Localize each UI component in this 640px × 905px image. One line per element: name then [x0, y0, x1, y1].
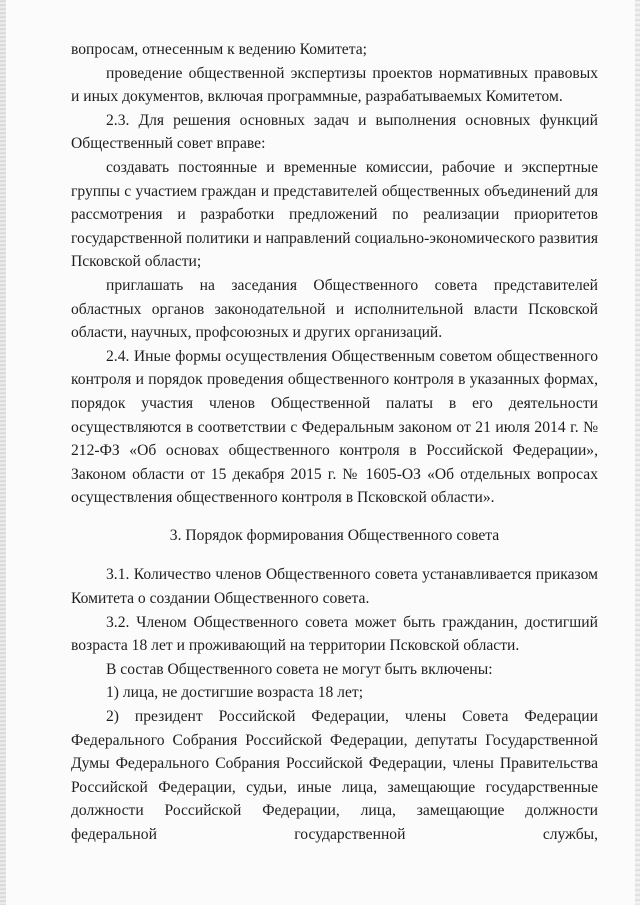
paragraph: 3.2. Членом Общественного совета может быть гражданин, достигший возраста 18 лет и проживающий на территории Псковской области. [71, 613, 598, 655]
list-item: 2) президент Российской Федерации, члены Совета Федерации Федерального Собрания Российской Федерации, депутаты Государственной Думы Федерального Собрания Российской Федерации, члены Правительства Российской Федерации, судьи, иные лица, замещающие государственные должности Российской Федерации, лица, замещающие должности федеральной государственной службы, [71, 708, 598, 843]
paragraph: 2.3. Для решения основных задач и выполнения основных функций Общественный совет вправе: [71, 111, 598, 153]
paragraph: приглашать на заседания Общественного совета представителей областных органов законодательной и исполнительной власти Псковской области, научных, профсоюзных и других организаций. [71, 276, 598, 342]
scan-edge-left [0, 0, 6, 905]
scan-edge-right [635, 0, 640, 905]
paragraph: вопросам, отнесенным к ведению Комитета; [71, 41, 367, 58]
paragraph: проведение общественной экспертизы проектов нормативных правовых и иных документов, включая программные, разрабатываемых Комитетом. [71, 64, 598, 106]
section-heading: 3. Порядок формирования Общественного совета [169, 526, 500, 544]
paragraph: создавать постоянные и временные комиссии, рабочие и экспертные группы с участием граждан и представителей общественных объединений для рассмотрения и разработки предложений по реализации приоритетов государственной политики и направлений социально-экономического развития Псковской области; [71, 158, 598, 271]
paragraph: В состав Общественного совета не могут быть включены: [106, 660, 493, 678]
list-item: 1) лица, не достигшие возраста 18 лет; [106, 684, 364, 702]
paragraph: 2.4. Иные формы осуществления Общественным советом общественного контроля и порядок проведения общественного контроля в указанных формах, порядок участия членов Общественной палаты в его деятельности осуществляются в соответствии с Федеральным законом от 21 июля 2014 г. № 212-ФЗ «Об основах общественного контроля в Российской Федерации», Законом области от 15 декабря 2015 г. № 1605-ОЗ «Об отдельных вопросах осуществления общественного контроля в Псковской области». [71, 347, 598, 507]
paragraph: 3.1. Количество членов Общественного совета устанавливается приказом Комитета о создании Общественного совета. [71, 566, 598, 608]
document-body [71, 38, 598, 847]
